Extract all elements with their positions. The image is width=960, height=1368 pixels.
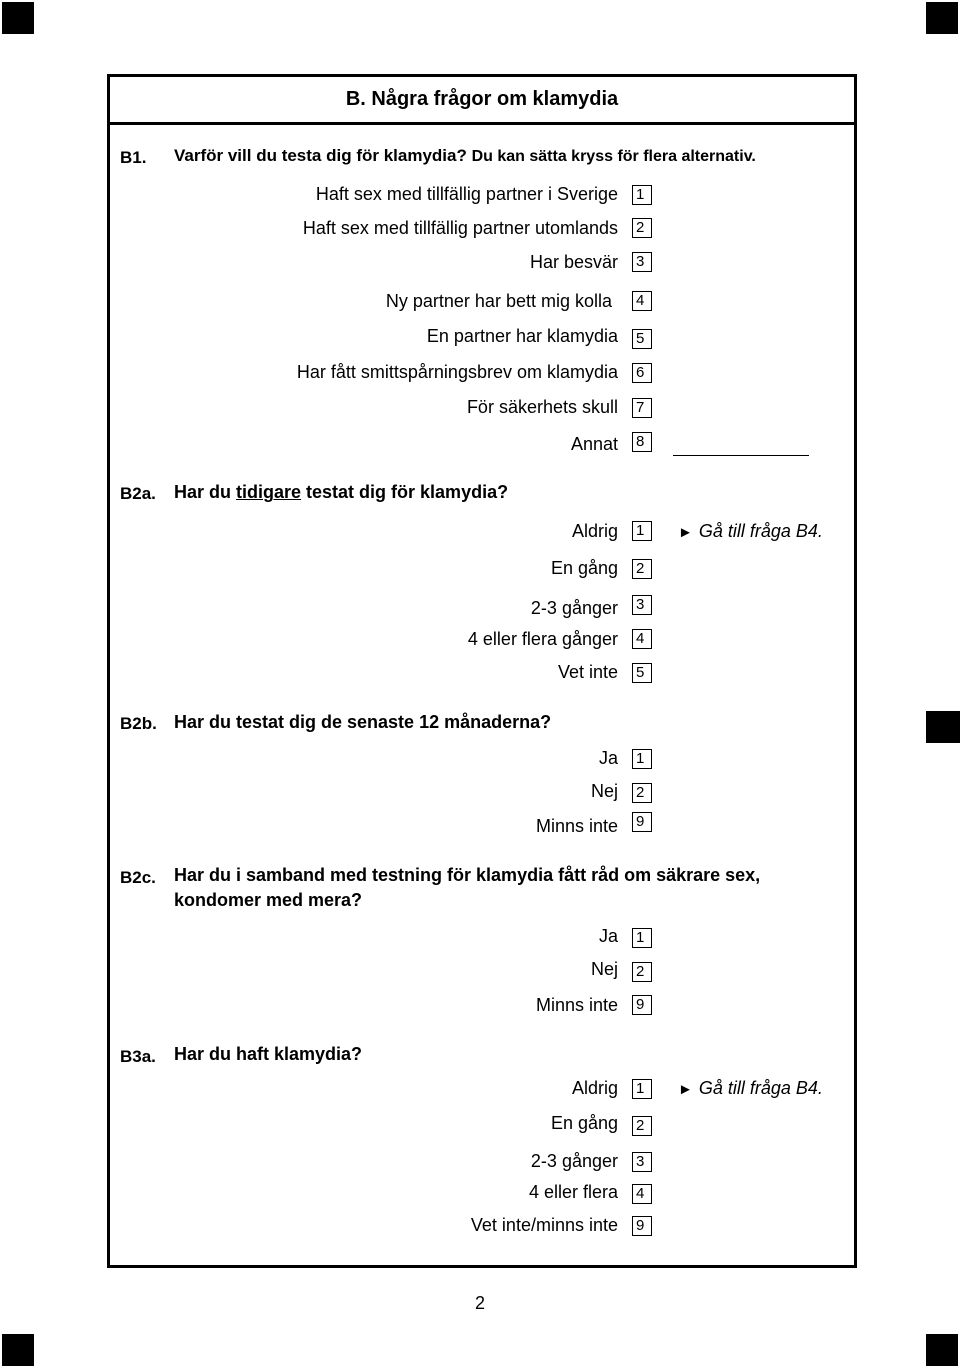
- option-label: Aldrig: [571, 1078, 618, 1098]
- checkbox[interactable]: 1: [632, 1079, 652, 1099]
- option-label: 4 eller flera: [528, 1182, 618, 1202]
- checkbox[interactable]: 2: [632, 559, 652, 579]
- question-b2c-line2: kondomer med mera?: [174, 890, 363, 910]
- option-label: 4 eller flera gånger: [467, 629, 618, 649]
- option-label: Nej: [590, 781, 618, 801]
- checkbox[interactable]: 5: [632, 329, 652, 349]
- question-number-b2a: B2a.: [120, 484, 156, 503]
- question-number-b3a: B3a.: [120, 1047, 156, 1066]
- skip-instruction-text: Gå till fråga B4.: [698, 1078, 823, 1098]
- section-header: [110, 77, 854, 125]
- other-answer-line[interactable]: [673, 455, 809, 456]
- question-b2a-emphasis: tidigare: [236, 482, 302, 502]
- registration-mark-top-left: [2, 2, 34, 34]
- option-label: Minns inte: [535, 995, 618, 1015]
- skip-instruction: [678, 1077, 823, 1101]
- option-label: Annat: [570, 434, 618, 454]
- checkbox[interactable]: 1: [632, 521, 652, 541]
- checkbox[interactable]: 2: [632, 1116, 652, 1136]
- option-label: En gång: [550, 558, 618, 578]
- checkbox[interactable]: 5: [632, 663, 652, 683]
- checkbox[interactable]: 3: [632, 595, 652, 615]
- skip-instruction: [678, 520, 823, 544]
- checkbox[interactable]: 4: [632, 629, 652, 649]
- option-label: Ja: [598, 926, 618, 946]
- checkbox[interactable]: 2: [632, 218, 652, 238]
- option-label: 2-3 gånger: [530, 1151, 618, 1171]
- question-b2c-line1: Har du i samband med testning för klamydia fått råd om säkrare sex,: [174, 865, 761, 885]
- option-label: Vet inte: [557, 662, 618, 682]
- checkbox[interactable]: 9: [632, 812, 652, 832]
- question-b1-note: Du kan sätta kryss för flera alternativ.: [471, 148, 756, 165]
- question-text-b2c: [174, 863, 824, 913]
- question-text-b2a: [174, 480, 824, 505]
- question-text-b2b: Har du testat dig de senaste 12 månaderna?: [174, 712, 552, 732]
- option-label: En gång: [550, 1113, 618, 1133]
- question-text-b3a: Har du haft klamydia?: [174, 1044, 363, 1064]
- registration-mark-top-right: [926, 2, 958, 34]
- page-number: 2: [474, 1293, 485, 1313]
- option-label: En partner har klamydia: [426, 326, 618, 346]
- checkbox[interactable]: 3: [632, 1152, 652, 1172]
- section-title: B. Några frågor om klamydia: [345, 88, 619, 110]
- question-b2a-text-start: Har du: [174, 482, 237, 502]
- checkbox[interactable]: 6: [632, 363, 652, 383]
- checkbox[interactable]: 2: [632, 783, 652, 803]
- checkbox[interactable]: 3: [632, 252, 652, 272]
- option-label: Haft sex med tillfällig partner i Sverige: [315, 184, 618, 204]
- option-label: Ny partner har bett mig kolla: [385, 291, 612, 311]
- option-label: Nej: [590, 959, 618, 979]
- question-b1-main: Varför vill du testa dig för klamydia?: [174, 146, 467, 165]
- question-b2a-text-end: testat dig för klamydia?: [301, 482, 509, 502]
- question-text-b1: [174, 143, 824, 169]
- arrow-right-icon: ►: [678, 1081, 693, 1098]
- registration-mark-bottom-right: [926, 1334, 958, 1366]
- checkbox[interactable]: 9: [632, 1216, 652, 1236]
- option-label: Har fått smittspårningsbrev om klamydia: [296, 362, 618, 382]
- option-label: Aldrig: [571, 521, 618, 541]
- option-label: Minns inte: [535, 816, 618, 836]
- option-label: Vet inte/minns inte: [470, 1215, 618, 1235]
- question-number-b2b: B2b.: [120, 714, 157, 733]
- checkbox[interactable]: 4: [632, 1184, 652, 1204]
- registration-mark-bottom-left: [2, 1334, 34, 1366]
- arrow-right-icon: ►: [678, 524, 693, 541]
- checkbox[interactable]: 8: [632, 432, 652, 452]
- checkbox[interactable]: 2: [632, 962, 652, 982]
- question-number-b1: B1.: [120, 148, 147, 167]
- skip-instruction-text: Gå till fråga B4.: [698, 521, 823, 541]
- checkbox[interactable]: 1: [632, 185, 652, 205]
- option-label: 2-3 gånger: [530, 598, 618, 618]
- checkbox[interactable]: 1: [632, 928, 652, 948]
- option-label: Haft sex med tillfällig partner utomlands: [302, 218, 618, 238]
- option-label: För säkerhets skull: [466, 397, 618, 417]
- checkbox[interactable]: 4: [632, 291, 652, 311]
- question-number-b2c: B2c.: [120, 868, 156, 887]
- checkbox[interactable]: 1: [632, 749, 652, 769]
- option-label: Har besvär: [529, 252, 618, 272]
- checkbox[interactable]: 9: [632, 995, 652, 1015]
- checkbox[interactable]: 7: [632, 398, 652, 418]
- option-label: Ja: [598, 748, 618, 768]
- registration-mark-middle-right: [926, 711, 960, 743]
